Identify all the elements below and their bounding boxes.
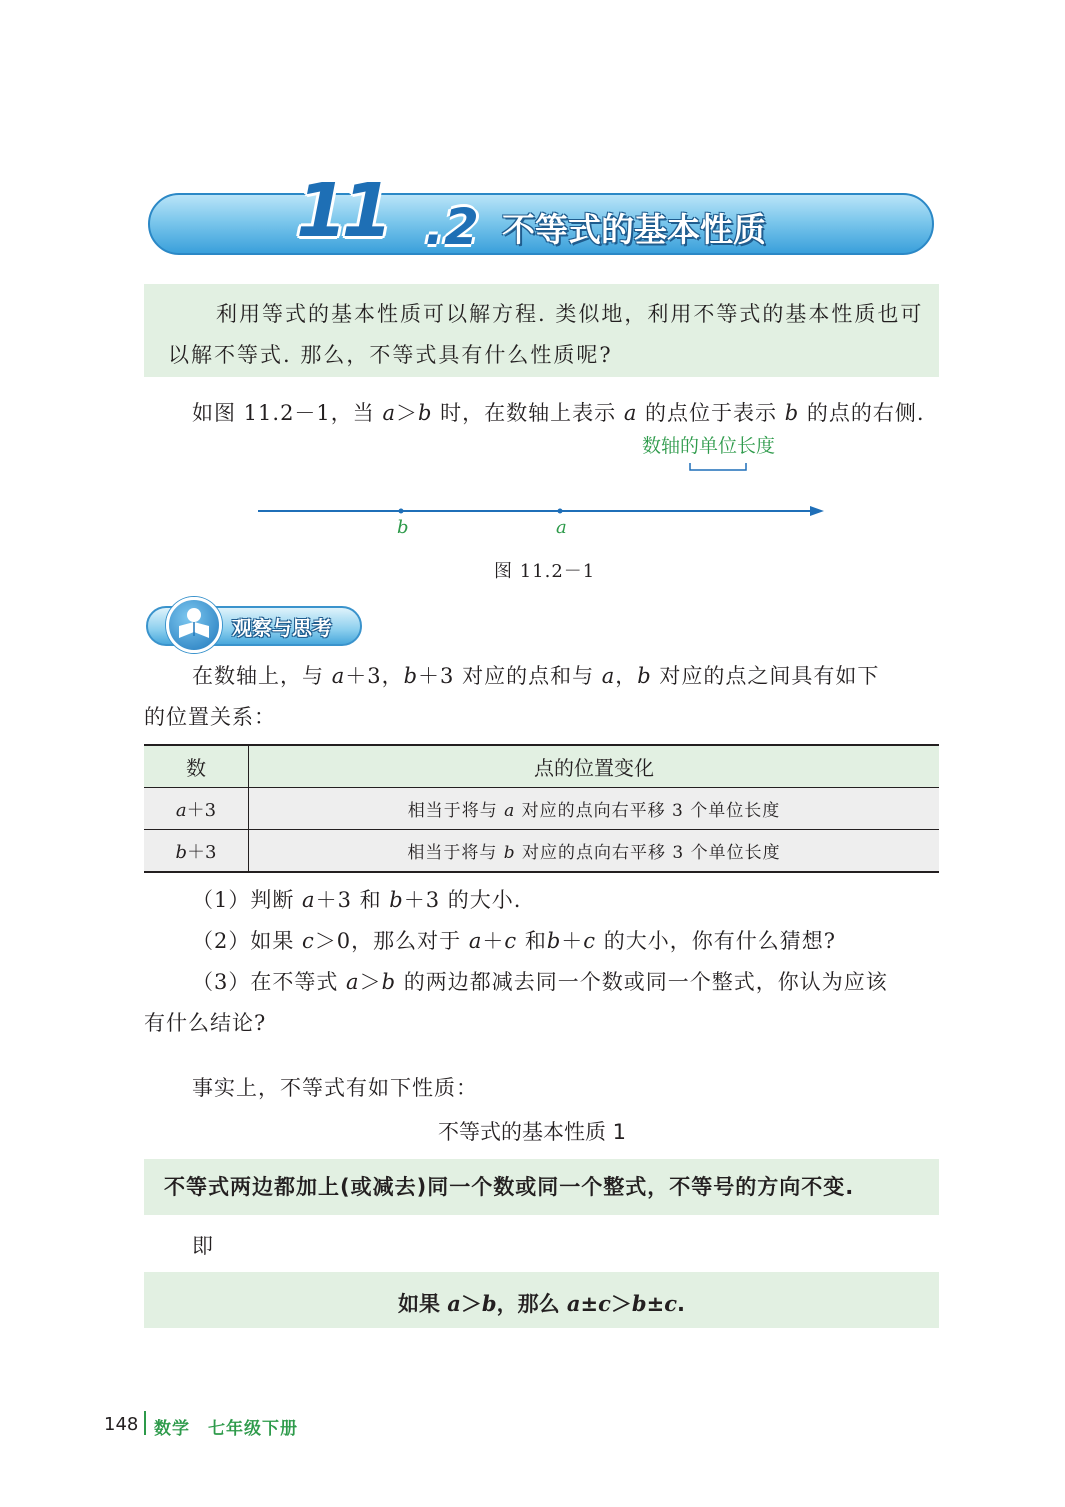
- point-b: [399, 509, 404, 514]
- text-segment: ＋3 和: [315, 888, 390, 912]
- text-segment: （2）如果: [192, 929, 303, 953]
- math-var: a: [175, 799, 187, 821]
- question-3: [192, 962, 888, 1002]
- reader-glyph: [169, 600, 219, 650]
- math-var: a: [601, 664, 616, 688]
- table-row: [144, 788, 939, 830]
- text-segment: 相当于将与: [407, 843, 504, 863]
- text-segment: ＋: [482, 929, 505, 953]
- math-op: ±: [580, 1292, 599, 1316]
- property-title: 不等式的基本性质 1: [438, 1120, 627, 1144]
- position-table: [144, 744, 939, 873]
- text-segment: ＋3 的大小.: [403, 888, 522, 912]
- unit-length-bracket: [690, 463, 746, 470]
- text-segment: ＋3: [186, 799, 217, 821]
- math-var: b: [631, 1291, 647, 1316]
- unit-length-label: 数轴的单位长度: [642, 435, 776, 457]
- math-op: ＞: [610, 1292, 632, 1316]
- text-segment: （1）判断: [192, 888, 303, 912]
- text-segment: 对应的点向右平移 3 个单位长度: [515, 801, 781, 821]
- math-var: a: [566, 1291, 581, 1316]
- text-segment: 和: [517, 929, 547, 953]
- text-segment: ＋3 对应的点和与: [418, 664, 602, 688]
- footer-divider: [144, 1411, 146, 1435]
- axis-arrow: [810, 506, 824, 516]
- text-segment: 如图 11.2－1，当: [192, 401, 383, 425]
- text-segment: 在数轴上，与: [192, 664, 332, 688]
- text-segment: 的两边都减去同一个数或同一个整式，你认为应该: [396, 970, 888, 994]
- math-var: c: [302, 929, 315, 953]
- math-op: ＞: [396, 401, 419, 425]
- math-var: b: [503, 843, 516, 863]
- property-statement: 不等式两边都加上(或减去)同一个数或同一个整式，不等号的方向不变.: [164, 1175, 855, 1199]
- math-var: b: [381, 970, 397, 994]
- point-b-label: b: [397, 517, 409, 538]
- text-segment: 的大小，你有什么猜想?: [596, 929, 836, 953]
- question-2: [192, 921, 836, 961]
- text-segment: 相当于将与: [407, 801, 505, 821]
- math-var: b: [784, 401, 800, 425]
- text-segment: 时，在数轴上表示: [432, 401, 624, 425]
- math-op: ＞: [460, 1292, 482, 1316]
- question-1: [192, 880, 521, 920]
- paragraph-number-line: [192, 393, 925, 433]
- math-var: b: [637, 664, 652, 688]
- text-segment: ＋3: [187, 841, 217, 863]
- section-title: 不等式的基本性质: [502, 210, 766, 249]
- math-var: c: [583, 929, 597, 953]
- math-var: a: [447, 1291, 461, 1316]
- math-var: b: [546, 929, 562, 953]
- table-cell-expression: [144, 788, 249, 830]
- point-a-label: a: [556, 517, 567, 538]
- table-header-number: 数: [144, 745, 249, 788]
- ji-label: 即: [192, 1234, 213, 1258]
- math-var: b: [389, 888, 404, 912]
- figure-caption: 图 11.2－1: [494, 561, 596, 582]
- reader-icon: [166, 597, 222, 653]
- page-number: 148: [104, 1414, 139, 1435]
- number-line-figure: [250, 455, 840, 545]
- math-var: b: [418, 401, 433, 425]
- text-segment: ＋: [561, 929, 584, 953]
- section-subnumber: .2: [425, 198, 479, 256]
- observe-line-1: [192, 656, 879, 696]
- math-var: b: [481, 1291, 497, 1316]
- math-var: c: [504, 929, 518, 953]
- text-segment: 对应的点向右平移 3 个单位长度: [515, 843, 781, 863]
- property-formula: [144, 1288, 939, 1318]
- math-var: b: [175, 841, 188, 863]
- text-segment: ＋3，: [345, 664, 404, 688]
- text-segment: ，: [615, 664, 638, 688]
- math-var: a: [346, 970, 360, 994]
- table-row: [144, 830, 939, 873]
- table-header-row: [144, 745, 939, 788]
- observe-line-2: 的位置关系：: [144, 705, 276, 729]
- math-var: a: [468, 929, 483, 953]
- math-var: c: [664, 1291, 678, 1316]
- observe-badge-label: 观察与思考: [232, 616, 332, 640]
- math-var: a: [623, 401, 638, 425]
- table-header-change: 点的位置变化: [534, 756, 654, 780]
- table-cell-expression: [144, 830, 249, 873]
- question-3-continued: 有什么结论?: [144, 1011, 267, 1035]
- point-a: [558, 509, 563, 514]
- math-var: a: [504, 801, 516, 821]
- math-var: a: [331, 664, 346, 688]
- text-segment: 如果: [397, 1292, 448, 1316]
- text-segment: ＞: [359, 970, 382, 994]
- text-segment: （3）在不等式: [192, 970, 347, 994]
- section-number: 11: [296, 168, 387, 254]
- math-var: c: [598, 1291, 611, 1316]
- table-cell-description: [249, 830, 940, 873]
- fact-sentence: 事实上，不等式有如下性质：: [192, 1076, 478, 1100]
- text-segment: ＞0，那么对于: [314, 929, 469, 953]
- book-title: 数学 七年级下册: [154, 1419, 298, 1439]
- text-segment: .: [677, 1292, 685, 1316]
- math-op: ±: [646, 1292, 665, 1316]
- math-var: a: [382, 401, 397, 425]
- text-segment: 的点的右侧.: [799, 401, 925, 425]
- table-cell-description: [249, 788, 940, 830]
- intro-text: 利用等式的基本性质可以解方程. 类似地，利用不等式的基本性质也可以解不等式. 那么，不等式具有什么性质呢?: [168, 302, 924, 367]
- math-var: b: [403, 664, 419, 688]
- text-segment: 的点位于表示: [637, 401, 785, 425]
- text-segment: 对应的点之间具有如下: [651, 664, 880, 688]
- text-segment: ，那么: [496, 1292, 567, 1316]
- math-var: a: [302, 888, 316, 912]
